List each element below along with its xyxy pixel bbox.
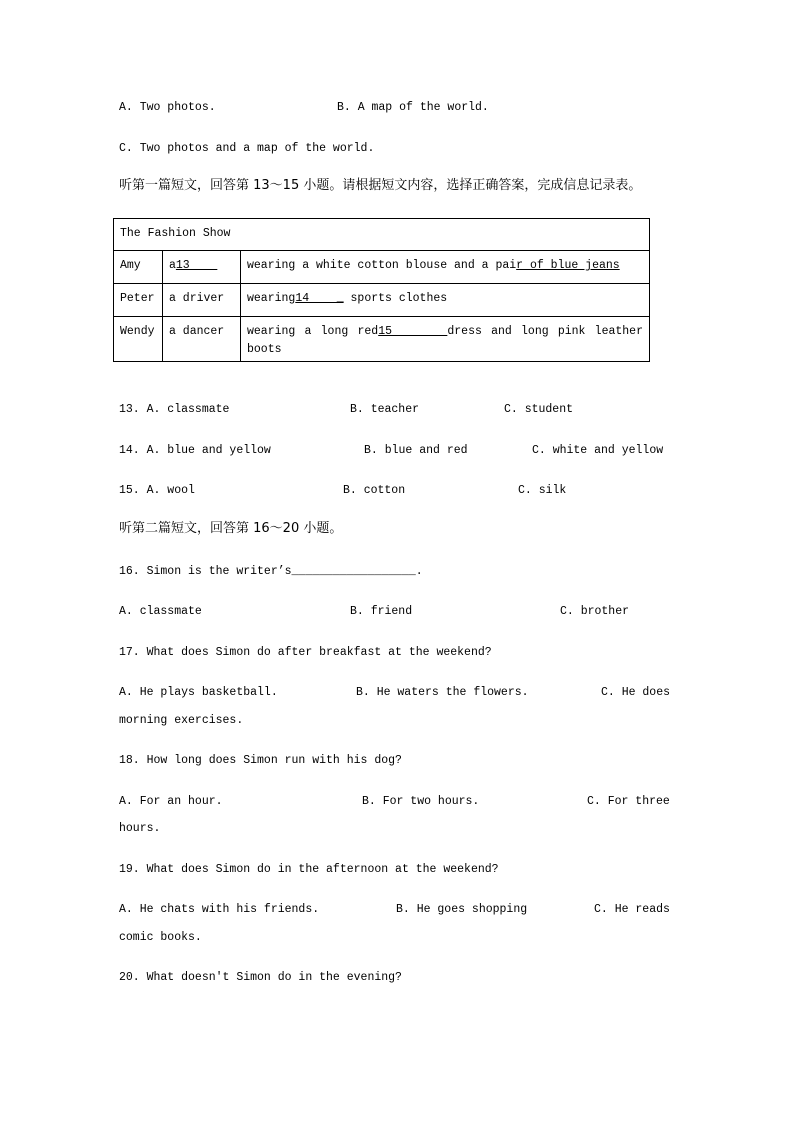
- desc-text: dress and long pink leather boots: [247, 325, 643, 356]
- section1-instruction: 听第一篇短文，回答第 13～15 小题。请根据短文内容，选择正确答案，完成信息记录表。: [119, 178, 642, 193]
- q12-option-b: B. A map of the world.: [337, 101, 489, 114]
- q20-stem: 20. What doesn't Simon do in the evening?: [119, 971, 402, 984]
- fashion-show-table: [113, 218, 650, 362]
- row-name: Wendy: [114, 317, 163, 362]
- q12-option-a: A. Two photos.: [119, 101, 216, 114]
- blank-13: 13: [175, 259, 218, 272]
- row-name: Peter: [114, 284, 163, 317]
- q17-option-c: C. He does: [601, 686, 671, 699]
- q19-option-c-cont: comic books.: [119, 931, 202, 944]
- q18-option-c: C. For three: [587, 795, 670, 808]
- job-text: a: [169, 259, 176, 272]
- desc-text: sports clothes: [343, 292, 448, 305]
- q17-option-a: A. He plays basketball.: [119, 686, 278, 699]
- q15-option-a: 15. A. wool: [119, 484, 195, 497]
- q18-stem: 18. How long does Simon run with his dog?: [119, 754, 402, 767]
- q18-option-c-cont: hours.: [119, 822, 161, 835]
- row-desc: [241, 251, 650, 284]
- row-job: a driver: [163, 284, 241, 317]
- desc-text: wearing a long red: [247, 325, 379, 338]
- stem-end: .: [415, 565, 423, 578]
- table-row: [114, 251, 650, 284]
- q16-stem: [119, 565, 423, 579]
- q17-option-b: B. He waters the flowers.: [356, 686, 529, 699]
- table-row: [114, 284, 650, 317]
- q16-option-b: B. friend: [350, 605, 413, 618]
- desc-text: wearing: [247, 292, 296, 305]
- q15-option-c: C. silk: [518, 484, 567, 497]
- q13-option-b: B. teacher: [350, 403, 420, 416]
- q13-option-c: C. student: [504, 403, 574, 416]
- q19-option-b: B. He goes shopping: [396, 903, 528, 916]
- q19-option-a: A. He chats with his friends.: [119, 903, 320, 916]
- q18-option-a: A. For an hour.: [119, 795, 223, 808]
- q12-option-c: C. Two photos and a map of the world.: [119, 142, 375, 155]
- q16-option-c: C. brother: [560, 605, 630, 618]
- desc-text: wearing a white cotton blouse and a pai: [247, 259, 517, 272]
- row-job: [163, 251, 241, 284]
- blank-14: 14 _: [295, 292, 344, 305]
- q13-option-a: 13. A. classmate: [119, 403, 230, 416]
- q17-stem: 17. What does Simon do after breakfast at the weekend?: [119, 646, 492, 659]
- section2-instruction: 听第二篇短文，回答第 16～20 小题。: [119, 521, 343, 536]
- q18-option-b: B. For two hours.: [362, 795, 480, 808]
- desc-underlined: r of blue jeans: [516, 259, 620, 272]
- q14-option-b: B. blue and red: [364, 444, 468, 457]
- row-job: a dancer: [163, 317, 241, 362]
- q19-option-c: C. He reads: [594, 903, 670, 916]
- blank-15: 15: [378, 325, 448, 338]
- q19-stem: 19. What does Simon do in the afternoon at the weekend?: [119, 863, 499, 876]
- stem-text: 16. Simon is the writer’s: [119, 565, 292, 578]
- row-desc: [241, 317, 650, 362]
- row-name: Amy: [114, 251, 163, 284]
- q15-option-b: B. cotton: [343, 484, 406, 497]
- table-row: [114, 317, 650, 362]
- table-title: The Fashion Show: [114, 219, 650, 251]
- q17-option-c-cont: morning exercises.: [119, 714, 244, 727]
- q14-option-c: C. white and yellow: [532, 444, 664, 457]
- answer-blank: __________________: [291, 565, 416, 578]
- q16-option-a: A. classmate: [119, 605, 202, 618]
- q14-option-a: 14. A. blue and yellow: [119, 444, 271, 457]
- row-desc: [241, 284, 650, 317]
